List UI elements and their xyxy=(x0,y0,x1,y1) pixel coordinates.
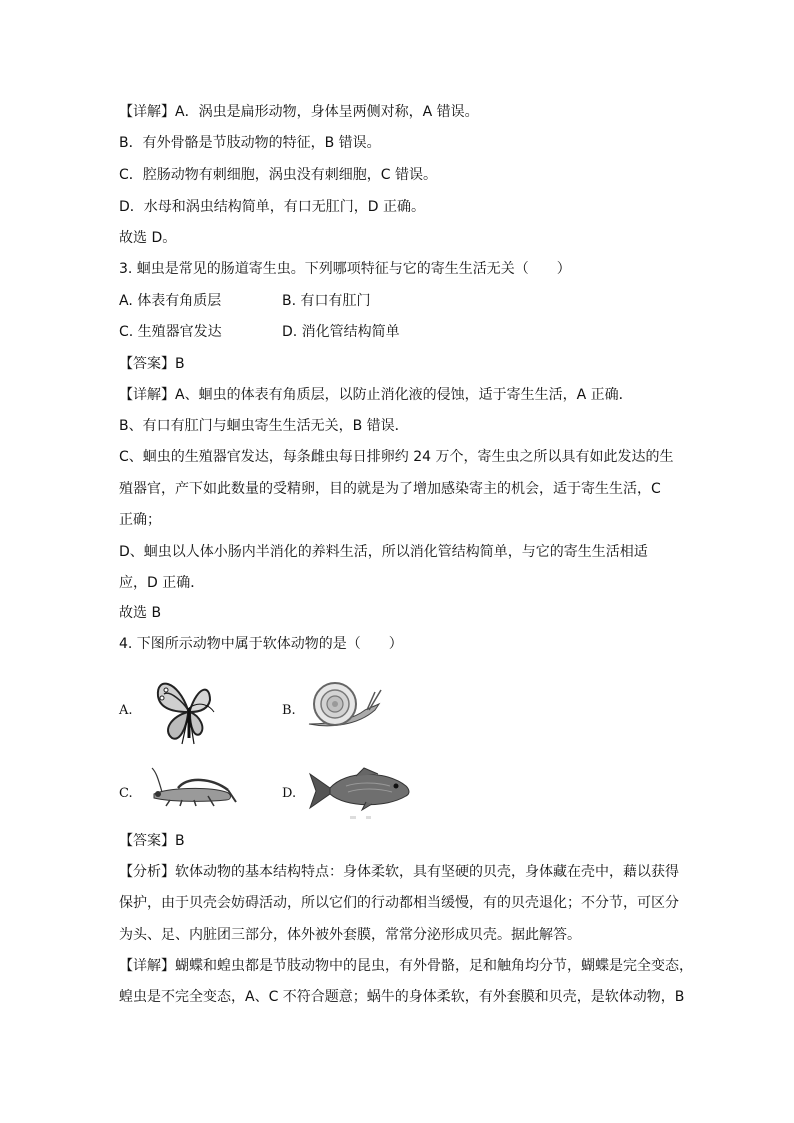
text-line: 【详解】A、蛔虫的体表有角质层，以防止消化液的侵蚀，适于寄生生活，A 正确． xyxy=(119,387,633,403)
grasshopper-icon xyxy=(148,766,240,808)
butterfly-icon xyxy=(148,672,228,748)
answer-4: 【答案】B xyxy=(119,833,185,849)
option-b: B. 有口有肛门 xyxy=(282,293,371,309)
image-option-c-label: C. xyxy=(119,786,133,801)
text-line: B、有口有肛门与蛔虫寄生生活无关，B 错误． xyxy=(119,418,409,434)
image-option-b-label: B. xyxy=(282,703,296,718)
image-option-d-label: D. xyxy=(282,786,297,801)
option-c: C. 生殖器官发达 xyxy=(119,324,222,340)
text-line: 应，D 正确． xyxy=(119,575,205,591)
text-line: 【详解】蝴蝶和蝗虫都是节肢动物中的昆虫，有外骨骼，足和触角均分节，蝴蝶是完全变态， xyxy=(119,958,693,974)
question-4: 4. 下图所示动物中属于软体动物的是（ ） xyxy=(119,636,403,652)
option-a: A. 体表有角质层 xyxy=(119,293,222,309)
text-line: 保护，由于贝壳会妨碍活动，所以它们的行动都相当缓慢，有的贝壳退化；不分节，可区分 xyxy=(119,895,679,911)
text-line: 为头、足、内脏团三部分，体外被外套膜，常常分泌形成贝壳。据此解答。 xyxy=(119,927,581,943)
text-line: 故选 B xyxy=(119,605,162,621)
text-line: 【详解】A．涡虫是扁形动物，身体呈两侧对称，A 错误。 xyxy=(119,104,479,120)
text-line: D．水母和涡虫结构简单，有口无肛门，D 正确。 xyxy=(119,199,426,215)
text-line: 正确； xyxy=(119,512,161,528)
text-line: 殖器官，产下如此数量的受精卵，目的就是为了增加感染寄主的机会，适于寄生生活，C xyxy=(119,481,661,497)
answer-3: 【答案】B xyxy=(119,356,185,372)
text-line: D、蛔虫以人体小肠内半消化的养料生活，所以消化管结构简单，与它的寄生生活相适 xyxy=(119,544,648,560)
text-line: C、蛔虫的生殖器官发达，每条雌虫每日排卵约 24 万个，寄生虫之所以具有如此发达的生 xyxy=(119,449,674,465)
fish-icon xyxy=(306,766,414,822)
text-line: 故选 D。 xyxy=(119,230,177,246)
snail-icon xyxy=(305,680,385,732)
text-line: B．有外骨骼是节肢动物的特征，B 错误。 xyxy=(119,135,381,151)
question-3: 3. 蛔虫是常见的肠道寄生虫。下列哪项特征与它的寄生生活无关（ ） xyxy=(119,261,571,277)
option-d: D. 消化管结构简单 xyxy=(282,324,400,340)
image-option-a-label: A. xyxy=(119,703,133,718)
text-line: C．腔肠动物有刺细胞，涡虫没有刺细胞，C 错误。 xyxy=(119,167,437,183)
text-line: 蝗虫是不完全变态，A、C 不符合题意；蜗牛的身体柔软，有外套膜和贝壳，是软体动物，B xyxy=(119,989,685,1005)
text-line: 【分析】软体动物的基本结构特点：身体柔软，具有坚硬的贝壳，身体藏在壳中，藉以获得 xyxy=(119,864,679,880)
